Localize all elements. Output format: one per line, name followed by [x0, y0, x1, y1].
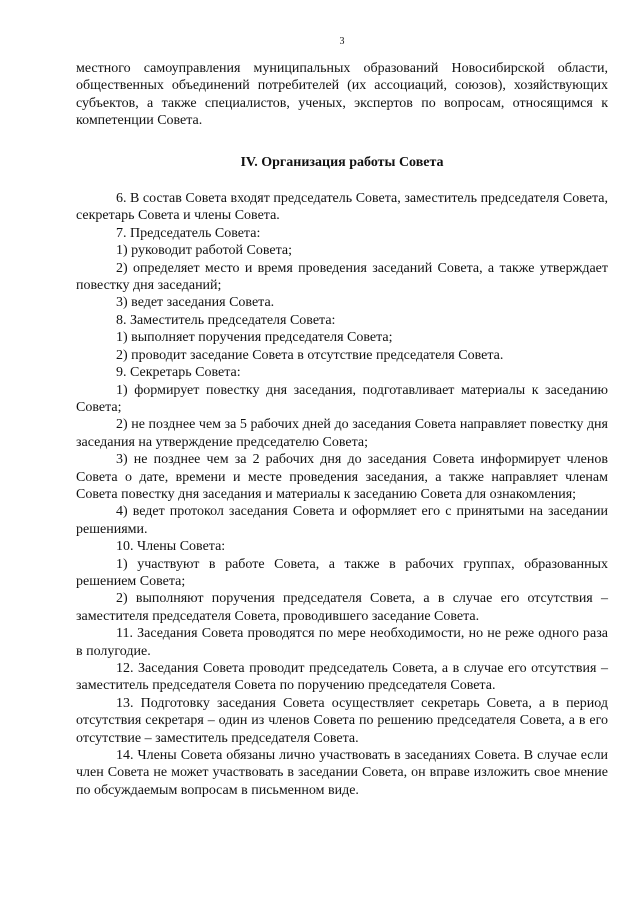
- paragraph-9-item-2: 2) не позднее чем за 5 рабочих дней до заседания Совета направляет повестку дня заседания на утверждение председателю Совета;: [76, 417, 608, 450]
- paragraph-7-item-3: 3) ведет заседания Совета.: [116, 295, 275, 311]
- paragraph-10-heading: 10. Члены Совета:: [116, 539, 226, 555]
- paragraph-8-item-2: 2) проводит заседание Совета в отсутствие председателя Совета.: [116, 347, 504, 363]
- paragraph-8-heading: 8. Заместитель председателя Совета:: [116, 312, 336, 328]
- intro-paragraph: местного самоуправления муниципальных образований Новосибирской области, общественных объединений потребителей (их ассоциаций, союзов), хозяйствующих субъектов, а также специалистов, ученых, экспертов по вопросам, относящимся к компетенции Совета.: [76, 61, 608, 129]
- paragraph-9-item-4: 4) ведет протокол заседания Совета и оформляет его с принятыми на заседании решениями.: [76, 504, 608, 537]
- paragraph-11: 11. Заседания Совета проводятся по мере необходимости, но не реже одного раза в полугодие.: [76, 626, 608, 659]
- paragraph-7-item-2: 2) определяет место и время проведения заседаний Совета, а также утверждает повестку дня заседаний;: [76, 260, 608, 294]
- paragraph-10-item-2: 2) выполняют поручения председателя Совета, а в случае его отсутствия – заместителя председателя Совета, проводившего заседание Совета.: [76, 591, 608, 624]
- paragraph-10-item-1: 1) участвуют в работе Совета, а также в рабочих группах, образованных решением Совета;: [76, 556, 608, 589]
- paragraph-9-item-3: 3) не позднее чем за 2 рабочих дня до заседания Совета информирует членов Совета о дате, времени и месте проведения заседания, а также направляет членам Совета повестку дня заседания и материалы к заседанию Совета для ознакомления;: [76, 452, 608, 502]
- section-heading: IV. Организация работы Совета: [240, 154, 444, 170]
- paragraph-7-heading: 7. Председатель Совета:: [116, 225, 261, 241]
- paragraph-14: 14. Члены Совета обязаны лично участвовать в заседаниях Совета. В случае если член Совета не может участвовать в заседании Совета, он вправе изложить свое мнение по обсуждаемым вопросам в письменном виде.: [76, 748, 608, 798]
- paragraph-6: 6. В состав Совета входят председатель Совета, заместитель председателя Совета, секретарь Совета и члены Совета.: [76, 191, 608, 224]
- paragraph-12: 12. Заседания Совета проводит председатель Совета, а в случае его отсутствия – заместитель председателя Совета по поручению председателя Совета.: [76, 661, 608, 694]
- paragraph-7-item-1: 1) руководит работой Совета;: [116, 243, 292, 259]
- paragraph-13: 13. Подготовку заседания Совета осуществляет секретарь Совета, а в период отсутствия секретаря – один из членов Совета по решению председателя Совета, а в его отсутствие – заместитель председателя Совета.: [76, 695, 608, 746]
- paragraph-8-item-1: 1) выполняет поручения председателя Совета;: [116, 330, 393, 346]
- page-number: 3: [339, 36, 345, 47]
- paragraph-9-item-1: 1) формирует повестку дня заседания, подготавливает материалы к заседанию Совета;: [76, 382, 608, 415]
- paragraph-9-heading: 9. Секретарь Совета:: [116, 365, 241, 381]
